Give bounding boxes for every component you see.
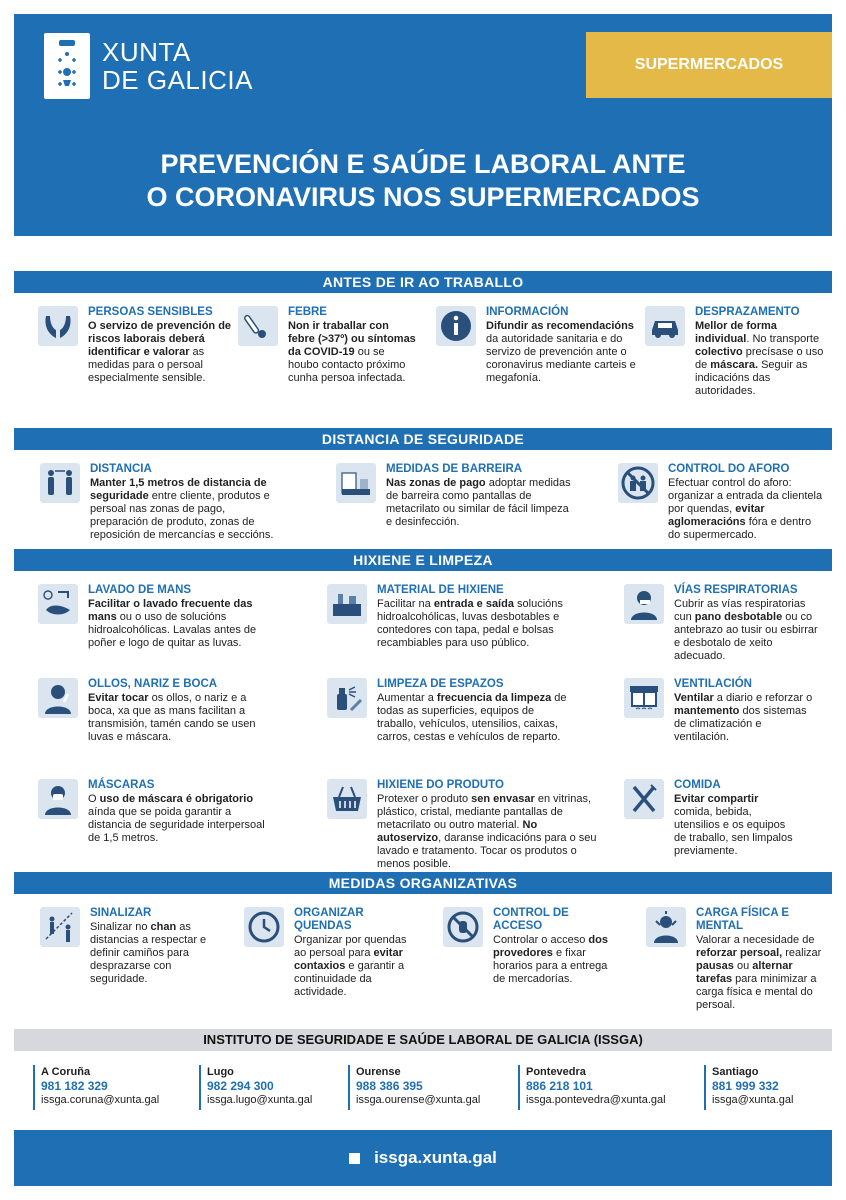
item-text: fóra e dentro do supermercado.: [668, 516, 812, 541]
item-text: e garantir a continuidade da actividade.: [294, 960, 405, 998]
item-title: LAVADO DE MANS: [88, 584, 192, 596]
item-text: ou o uso de solucións hidroalcohólicas. Lavalas antes de poñer e logo de quitar as luvas.: [88, 611, 257, 649]
item-text: ou: [733, 960, 753, 972]
item-lavado-mans: [38, 584, 268, 650]
title-line-1: PREVENCIÓN E SAÚDE LABORAL ANTE: [160, 149, 686, 179]
item-control-acceso: [443, 907, 618, 986]
item-text-bold: colectivo: [695, 346, 743, 358]
item-text: as distancias a respectar e definir camiños para desprazarse con seguridade.: [90, 921, 207, 985]
item-material-hixiene: [327, 584, 567, 650]
footer-banner: [14, 1130, 832, 1186]
clock-icon: [244, 907, 284, 947]
item-title: CONTROL DO AFORO: [668, 463, 790, 475]
item-carga-fisica-mental: [646, 907, 826, 1012]
item-text: dos sistemas de climatización e ventilación.: [674, 705, 807, 743]
item-title: PERSOAS SENSIBLES: [88, 306, 213, 318]
item-title: COMIDA: [674, 779, 721, 791]
item-title: VENTILACIÓN: [674, 678, 752, 690]
item-medidas-barreira: [336, 463, 576, 529]
distance-icon: [40, 463, 80, 503]
item-text-bold: O servizo de prevención de riscos laborais deberá identificar e valorar: [88, 320, 232, 358]
square-bullet-icon: [349, 1153, 360, 1164]
car-icon: [645, 306, 685, 346]
logo-line-1: XUNTA: [102, 37, 191, 67]
xunta-logo: [44, 33, 274, 99]
item-text: adoptar medidas de barreira como pantallas de metacrilato ou similar de fácil limpeza e desinfección.: [386, 477, 571, 528]
floor-sign-icon: [40, 907, 80, 947]
sector-badge: SUPERMERCADOS: [586, 32, 832, 98]
item-text: Facilitar na: [377, 598, 434, 610]
office-city: Santiago: [712, 1066, 759, 1078]
section-heading-distancia: DISTANCIA DE SEGURIDADE: [14, 428, 832, 450]
section-heading-hixiene: HIXIENE E LIMPEZA: [14, 549, 832, 571]
item-text-bold: Difundir as recomendacións: [486, 320, 634, 332]
item-title: DISTANCIA: [90, 463, 152, 475]
item-text-bold: Ventilar: [674, 692, 714, 704]
item-text: aínda que se poida garantir a distancia de seguridade interpersoal de 1,5 metros.: [88, 806, 265, 844]
item-text: realizar: [782, 947, 822, 959]
item-title: DESPRAZAMENTO: [695, 306, 800, 318]
item-vias-respiratorias: [624, 584, 819, 663]
title-line-2: O CORONAVIRUS NOS SUPERMERCADOS: [146, 182, 700, 212]
item-text: e fixar horarios para a entrega de mercadorías.: [493, 947, 608, 985]
item-text-bold: alternar tarefas: [696, 960, 793, 985]
mask-icon: [38, 779, 78, 819]
item-text: Aumentar a: [377, 692, 437, 704]
item-text-bold: Evitar tocar: [88, 692, 149, 704]
item-limpeza-espazos: [327, 678, 567, 744]
info-icon: [436, 306, 476, 346]
item-text: ou co antebrazo ao tusir ou esbirrar e desbotalo de xeito adecuado.: [674, 611, 818, 662]
office-phone[interactable]: 988 386 395: [356, 1079, 423, 1093]
item-text: os ollos, o nariz e a boca, xa que as mans facilitan a transmisión, tamén cando se usen luvas e máscara.: [88, 692, 256, 743]
item-text-bold: reforzar persoal,: [696, 947, 783, 959]
item-title: HIXIENE DO PRODUTO: [377, 779, 504, 791]
barrier-icon: [336, 463, 376, 503]
item-text: precísase o uso de: [695, 346, 824, 371]
item-text-bold: frecuencia da limpeza: [436, 692, 552, 704]
office-email[interactable]: issga.ourense@xunta.gal: [356, 1094, 481, 1106]
item-ollos-nariz-boca: [38, 678, 268, 744]
item-title: CONTROL DE ACCESO: [493, 907, 569, 932]
item-title: OLLOS, NARIZ E BOCA: [88, 678, 218, 690]
office-lugo: [199, 1065, 312, 1110]
item-text: comida, bebida, utensilios e os equipos de traballo, sen limpalos previamente.: [674, 806, 793, 857]
item-text: Controlar o acceso: [493, 934, 589, 946]
item-title: MATERIAL DE HIXIENE: [377, 584, 504, 596]
no-crowd-icon: [618, 463, 658, 503]
item-title: SINALIZAR: [90, 907, 152, 919]
item-title: FEBRE: [288, 306, 327, 318]
item-text: para minimizar a carga física e mental do persoal.: [696, 973, 817, 1011]
item-text: Cubrir as vías respiratorias cun: [674, 598, 806, 623]
item-sinalizar: [40, 907, 215, 986]
item-text-bold: dos provedores: [493, 934, 608, 959]
office-a-coruna: [33, 1065, 159, 1110]
item-text: de todas as superficies, equipos de traballo, vehículos, utensilios, caixas, carros, cestas e vehículos de reparto.: [377, 692, 567, 743]
office-email[interactable]: issga.coruna@xunta.gal: [41, 1094, 160, 1106]
thermometer-icon: [238, 306, 278, 346]
hands-icon: [38, 306, 78, 346]
item-organizar-quendas: [244, 907, 419, 999]
cutlery-icon: [624, 779, 664, 819]
issga-heading: INSTITUTO DE SEGURIDADE E SAÚDE LABORAL DE GALICIA (ISSGA): [14, 1029, 832, 1051]
item-text-bold: pausas: [696, 960, 734, 972]
item-text: . No transporte: [746, 333, 820, 345]
item-text-bold: evitar aglomeracións: [668, 503, 765, 528]
office-phone[interactable]: 881 999 332: [712, 1079, 779, 1093]
spray-icon: [327, 678, 367, 718]
item-text-bold: mantemento: [674, 705, 740, 717]
office-city: Pontevedra: [526, 1066, 586, 1078]
office-email[interactable]: issga.lugo@xunta.gal: [207, 1094, 313, 1106]
item-hixiene-produto: [327, 779, 597, 871]
section-heading-antes: ANTES DE IR AO TRABALLO: [14, 271, 832, 293]
handwash-icon: [38, 584, 78, 624]
item-title: VÍAS RESPIRATORIAS: [674, 584, 798, 596]
item-text-bold: Manter 1,5 metros de distancia de seguridade: [90, 477, 267, 502]
item-title: INFORMACIÓN: [486, 306, 569, 318]
item-text: da autoridade sanitaria e do servizo de prevención ante o coronavirus mediante carteis e megafonía.: [486, 333, 636, 384]
item-text-bold: Mellor de forma individual: [695, 320, 777, 345]
page-title: [14, 148, 832, 214]
office-city: Lugo: [207, 1066, 234, 1078]
item-text: Organizar por quendas ao persoal para: [294, 934, 407, 959]
basket-icon: [327, 779, 367, 819]
hygiene-kit-icon: [327, 584, 367, 624]
item-text-bold: chan: [150, 921, 177, 933]
office-city: Ourense: [356, 1066, 401, 1078]
item-text: Sinalizar no: [90, 921, 151, 933]
item-text: Efectuar control do aforo: organizar a entrada da clientela por quendas,: [668, 477, 823, 515]
item-informacion: [436, 306, 636, 385]
item-text: en vitrinas, plástico, cristal, mediante pantallas de metacrilato ou outro material.: [377, 793, 592, 831]
header-banner: [14, 14, 832, 236]
item-title: ORGANIZAR QUENDAS: [294, 907, 364, 932]
office-pontevedra: [518, 1065, 666, 1110]
item-text-bold: pano desbotable: [694, 611, 783, 623]
item-text-bold: Non ir traballar con febre (>37º) ou síntomas da COVID-19: [288, 320, 416, 358]
office-santiago: [704, 1065, 794, 1110]
office-ourense: [348, 1065, 480, 1110]
item-febre: [238, 306, 418, 385]
item-text-bold: entrada e saída: [433, 598, 514, 610]
item-title: MÁSCARAS: [88, 779, 155, 791]
item-ventilacion: [624, 678, 819, 744]
item-text-bold: Nas zonas de pago: [386, 477, 486, 489]
item-text: ou se houbo contacto próximo cunha persoa infectada.: [288, 346, 406, 384]
item-text: Seguir as indicacións das autoridades.: [695, 359, 808, 397]
item-title: LIMPEZA DE ESPAZOS: [377, 678, 504, 690]
item-title: MEDIDAS DE BARREIRA: [386, 463, 523, 475]
item-text-bold: sen envasar: [471, 793, 535, 805]
office-city: A Coruña: [41, 1066, 91, 1078]
item-distancia: [40, 463, 280, 542]
item-comida: [624, 779, 799, 858]
item-text: as medidas para o persoal especialmente sensible.: [88, 346, 206, 384]
item-text: entre cliente, produtos e persoal nas zonas de pago, preparación de produto, zonas de reposición de mercancías e seccións.: [90, 490, 274, 541]
item-text-bold: Evitar compartir: [674, 793, 759, 805]
stop-hand-icon: [443, 907, 483, 947]
item-text: a diario e reforzar o: [713, 692, 813, 704]
stress-icon: [646, 907, 686, 947]
office-email[interactable]: issga.pontevedra@xunta.gal: [526, 1094, 666, 1106]
office-phone[interactable]: 981 182 329: [41, 1079, 108, 1093]
window-icon: [624, 678, 664, 718]
item-text: Valorar a necesidade de: [696, 934, 815, 946]
item-title: CARGA FÍSICA E MENTAL: [696, 907, 790, 932]
item-text-bold: No autoservizo: [377, 819, 538, 844]
item-text-bold: evitar contaxios: [294, 947, 403, 972]
item-control-aforo: [618, 463, 823, 542]
item-text: solucións hidroalcohólicas, luvas desbotables e contedores con tapa, pedal e bolsas recambiables para uso público.: [377, 598, 563, 649]
item-desprazamento: [645, 306, 830, 398]
cough-icon: [624, 584, 664, 624]
face-touch-icon: [38, 678, 78, 718]
item-persoas-sensibles: [38, 306, 233, 385]
item-text-bold: máscara.: [710, 359, 759, 371]
item-text-bold: Facilitar o lavado frecuente das mans: [88, 598, 253, 623]
item-text-bold: uso de máscara é obrigatorio: [99, 793, 254, 805]
office-email[interactable]: issga@xunta.gal: [712, 1094, 794, 1106]
logo-line-2: DE GALICIA: [102, 65, 253, 95]
section-heading-organizativas: MEDIDAS ORGANIZATIVAS: [14, 872, 832, 894]
item-text: O: [88, 793, 100, 805]
office-phone[interactable]: 982 294 300: [207, 1079, 274, 1093]
galicia-emblem-icon: [44, 33, 90, 99]
office-phone[interactable]: 886 218 101: [526, 1079, 593, 1093]
item-mascaras: [38, 779, 268, 845]
item-text: Protexer o produto: [377, 793, 472, 805]
footer-url-link[interactable]: issga.xunta.gal: [374, 1148, 497, 1167]
item-text: , daranse indicacións para o seu lavado e tratamento. Tocar os produtos o menos posible.: [377, 832, 597, 870]
